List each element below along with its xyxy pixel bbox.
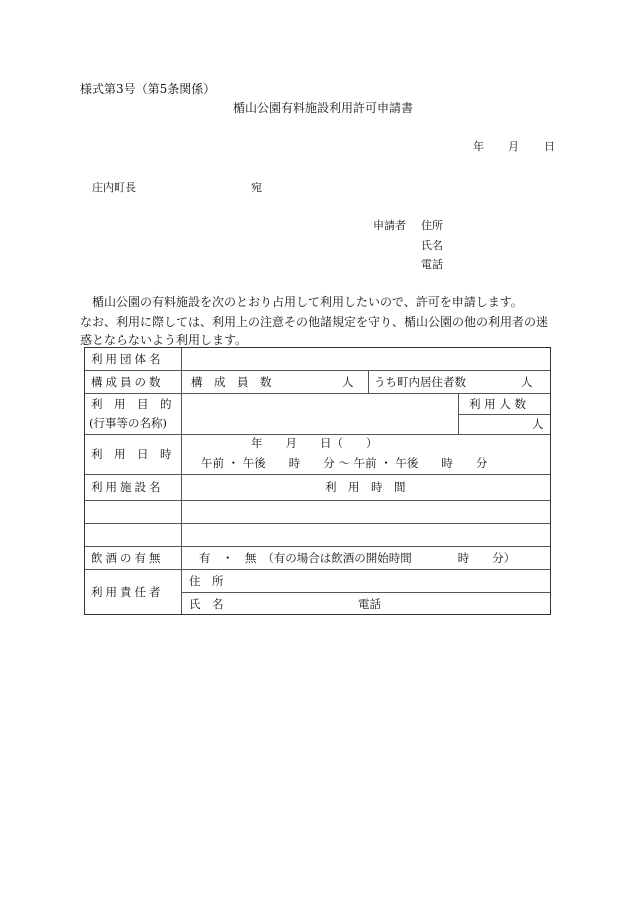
applicant-phone-label: 電話 (421, 258, 443, 271)
residents-unit: 人 (521, 375, 533, 389)
facility-label: 利用施設名 (91, 480, 164, 494)
datetime-line-2[interactable]: 午前 ・ 午後 時 分 〜 午前 ・ 午後 時 分 (201, 456, 488, 470)
date-day: 日 (544, 140, 555, 153)
addressee-suffix: 宛 (251, 181, 262, 194)
usage-time-label: 利 用 時 間 (325, 480, 406, 494)
form-number: 様式第3号（第5条関係） (80, 82, 216, 96)
responsible-phone-label[interactable]: 電話 (358, 597, 381, 611)
body-line-1: 楯山公園の有料施設を次のとおり占用して利用したいので、許可を申請します。 (92, 295, 523, 309)
alcohol-value[interactable]: 有 ・ 無 （有の場合は飲酒の開始時間 時 分） (199, 551, 516, 565)
responsible-name-label[interactable]: 氏 名 (189, 597, 224, 611)
alcohol-label: 飲酒の有無 (91, 551, 164, 565)
column-rule (368, 370, 369, 393)
members-field[interactable]: 構 成 員 数 (191, 375, 272, 389)
datetime-label: 利 用 日 時 (91, 447, 172, 461)
members-unit: 人 (342, 375, 354, 389)
purpose-label: 利 用 目 的 (91, 397, 172, 411)
page-title: 楯山公園有料施設利用許可申請書 (233, 101, 414, 115)
purpose-sub-label: (行事等の名称) (89, 416, 167, 430)
date-month: 月 (508, 140, 519, 153)
row-rule (85, 523, 550, 524)
responsible-label: 利用責任者 (91, 585, 164, 599)
members-label: 構成員の数 (91, 375, 164, 389)
row-rule (85, 393, 550, 394)
org-name-label: 利用団体名 (91, 352, 164, 366)
datetime-line-1[interactable]: 年 月 日（ ） (251, 436, 378, 450)
applicant-label: 申請者 (373, 219, 406, 232)
applicant-name-label: 氏名 (421, 239, 443, 252)
row-rule (85, 474, 550, 475)
users-label: 利 用 人 数 (469, 397, 526, 411)
body-line-3: 惑とならないよう利用します。 (80, 333, 248, 347)
row-rule (85, 434, 550, 435)
users-unit[interactable]: 人 (532, 417, 544, 431)
row-rule (181, 592, 550, 593)
body-line-2: なお、利用に際しては、利用上の注意その他諸規定を守り、楯山公園の他の利用者の迷 (80, 315, 549, 329)
date-year: 年 (473, 140, 484, 153)
addressee-name: 庄内町長 (92, 181, 136, 194)
row-rule (85, 546, 550, 547)
residents-label[interactable]: うち町内居住者数 (374, 375, 466, 389)
application-table (84, 347, 551, 615)
column-rule (181, 348, 182, 614)
row-rule (85, 500, 550, 501)
column-rule (458, 393, 459, 434)
applicant-address-label: 住所 (421, 219, 443, 232)
row-rule (85, 569, 550, 570)
row-rule (458, 414, 550, 415)
row-rule (85, 370, 550, 371)
responsible-address-label[interactable]: 住 所 (189, 574, 224, 588)
